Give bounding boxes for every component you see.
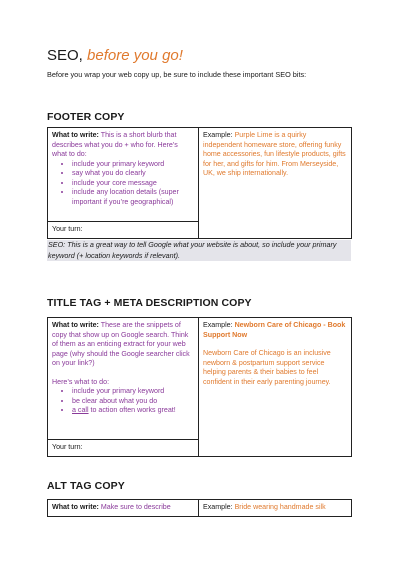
alt-tag-table [47, 499, 352, 517]
title-accent: before you go! [87, 47, 183, 64]
alt-tag-example-label: Example: [203, 503, 233, 511]
bullet-rest: to action often works great! [88, 406, 176, 414]
footer-what-label: What to write: [52, 131, 99, 139]
alt-tag-what-label: What to write: [52, 503, 99, 511]
title-tag-your-turn-label: Your turn: [52, 443, 83, 451]
list-item: • include your core message [72, 179, 194, 189]
spacer [52, 369, 194, 378]
footer-bullet-list [72, 160, 194, 208]
title-tag-example-text: Newborn Care of Chicago is an inclusive newborn & postpartum support service helping parents & their babies to feel confident in their early parenting journey. [203, 349, 331, 386]
title-tag-section-heading: TITLE TAG + META DESCRIPTION COPY [47, 297, 252, 309]
list-item: • say what you do clearly [72, 169, 194, 179]
spacer [203, 340, 347, 349]
footer-example-text: is a quirky independent homeware store, offering funky home accessories, fun lifestyle products, gifts for her, and gifts for him. From Merseyside, UK, we ship internationally. [203, 131, 346, 177]
footer-section-heading: FOOTER COPY [47, 111, 125, 123]
intro-text: Before you wrap your web copy up, be sure to include these important SEO bits: [47, 70, 307, 79]
footer-what-text: This is a short blurb that describes what you do + who for. Here’s what to do: [52, 131, 178, 158]
call-to-action-link[interactable]: a call [72, 406, 89, 414]
list-item: • include any location details (super important if you’re geographical) [72, 188, 194, 207]
alt-tag-table-row [48, 500, 352, 517]
list-item: • include your primary keyword [72, 160, 194, 170]
alt-tag-section-heading: ALT TAG COPY [47, 480, 125, 492]
title-tag-what-label: What to write: [52, 321, 99, 329]
title-tag-heres-text: Here’s what to do: [52, 377, 110, 386]
title-tag-example-cell [199, 318, 352, 457]
title-tag-example-title: Newborn Care of Chicago - Book Support Now [203, 321, 346, 339]
title-tag-example-label: Example: [203, 321, 233, 329]
footer-seo-note: SEO: This is a great way to tell Google what your website is about, so include your primary keyword (+ location keywords if relevant). [47, 240, 351, 261]
page-title [47, 47, 183, 64]
footer-table-row [48, 128, 352, 222]
title-tag-table [47, 317, 352, 457]
footer-table [47, 127, 352, 239]
alt-tag-what-cell [48, 500, 199, 517]
list-item [72, 406, 194, 416]
title-plain: SEO, [47, 47, 88, 64]
list-item: • include your primary keyword [72, 387, 194, 397]
alt-tag-example-text: Bride wearing handmade silk [234, 503, 326, 511]
footer-what-cell [48, 128, 199, 222]
title-tag-what-cell [48, 318, 199, 440]
title-tag-your-turn-cell[interactable] [48, 440, 199, 457]
list-item: • be clear about what you do [72, 397, 194, 407]
footer-example-cell [199, 128, 352, 239]
alt-tag-what-text: Make sure to describe [100, 503, 171, 511]
alt-tag-example-cell [199, 500, 352, 517]
footer-your-turn-cell[interactable] [48, 222, 199, 239]
title-tag-table-row [48, 318, 352, 440]
title-tag-bullet-list [72, 387, 194, 416]
footer-example-name: Purple Lime [234, 131, 273, 139]
footer-your-turn-label: Your turn: [52, 225, 83, 233]
title-tag-what-text: These are the snippets of copy that show up on Google search. Think of them as an enticing extract for your web page (why should the Google searcher click on your link?) [52, 321, 190, 367]
footer-example-label: Example: [203, 131, 233, 139]
